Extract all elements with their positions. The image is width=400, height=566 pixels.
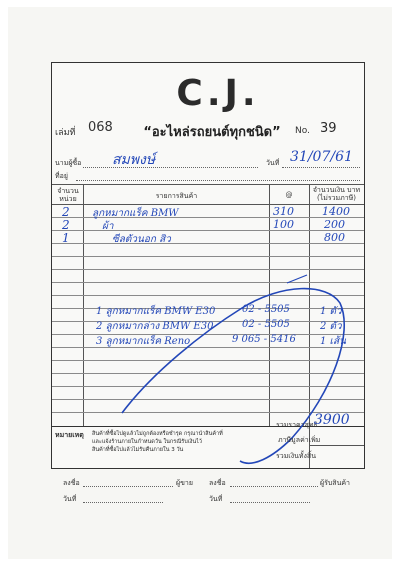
total-value: 3900 — [314, 412, 350, 428]
date-label: วันที่ — [266, 159, 280, 167]
seller-date-line — [83, 502, 163, 503]
note-line-3: 3 ลูกหมากแร็ค Reno — [96, 336, 191, 347]
col-price-header: @ — [285, 191, 293, 199]
receipt-no-value: 39 — [320, 121, 337, 136]
note-text-1: สินค้าที่ซื้อไปดูแล้วไม่ถูกต้องหรือชำรุด กรุณานำสินค้าที่ — [92, 431, 223, 437]
note-line-2-qty: 2 ตัว — [320, 321, 342, 332]
seller-sign-label: ลงชื่อ — [63, 479, 80, 487]
receipt-sheet — [8, 7, 392, 559]
note-line-3-code: 9 065 - 5416 — [232, 334, 296, 345]
shop-name: “อะไหล่รถยนต์ทุกชนิด” — [143, 125, 281, 140]
vat-label: ภาษีมูลค่าเพิ่ม — [278, 436, 321, 444]
seller-sign-line — [83, 486, 173, 487]
row-line — [52, 243, 364, 244]
receiver-sign-label: ลงชื่อ — [209, 479, 226, 487]
date-line — [282, 167, 360, 168]
note-text-2: และแจ้งร้านภายในกำหนดวัน ในกรณีรับเงินไว้ — [92, 439, 202, 445]
row-3-amount: 800 — [324, 231, 345, 244]
note-line-2-code: 02 - 5505 — [242, 319, 290, 330]
customer-name-value: สมพงษ์ — [112, 152, 156, 168]
receipt-no-label: No. — [295, 126, 310, 136]
receiver-date-line — [230, 502, 310, 503]
customer-name-label: นามผู้ซื้อ — [55, 159, 82, 167]
address-label: ที่อยู่ — [55, 172, 68, 180]
table-header-line — [52, 204, 364, 205]
note-label: หมายเหตุ — [55, 431, 84, 439]
row-1-qty: 2 — [62, 205, 70, 219]
row-1-amount: 1400 — [322, 205, 350, 218]
table-top-line — [52, 184, 364, 185]
note-line-1-qty: 1 ตัว — [320, 306, 342, 317]
date-value: 31/07/61 — [290, 149, 353, 165]
row-2-qty: 2 — [62, 218, 70, 232]
note-line-1-code: 02 - 5505 — [242, 304, 290, 315]
company-logo: C.J. — [176, 73, 260, 114]
col-amount-header: จำนวนเงิน บาท (ไม่รวมภาษี) — [312, 186, 361, 202]
row-1-item: ลูกหมากแร็ค BMW — [92, 208, 179, 219]
row-2-amount: 200 — [324, 218, 345, 231]
vat-line — [309, 445, 364, 446]
row-3-item: ซีลตัวนอก สิว — [112, 234, 171, 245]
row-line — [52, 230, 364, 231]
footer-area — [52, 426, 364, 468]
row-line — [52, 256, 364, 257]
receiver-label: ผู้รับสินค้า — [320, 479, 350, 487]
col-divider-1 — [83, 184, 84, 427]
row-1-price: 310 — [273, 205, 294, 218]
note-line-3-qty: 1 เส้น — [320, 336, 346, 347]
address-line — [76, 180, 360, 181]
book-no-label: เล่มที่ — [55, 128, 76, 138]
receipt-document — [51, 62, 365, 469]
seller-label: ผู้ขาย — [176, 479, 193, 487]
row-2-item: ผ้า — [102, 221, 114, 232]
note-text-3: สินค้าที่ซื้อไปแล้วไม่รับคืนภายใน 3 วัน — [92, 447, 184, 453]
col-item-header: รายการสินค้า — [155, 192, 198, 200]
col-qty-header: จำนวน หน่วย — [57, 187, 79, 203]
seller-date-label: วันที่ — [63, 495, 77, 503]
grand-total-label: รวมเงินทั้งสิ้น — [276, 452, 316, 460]
row-3-qty: 1 — [62, 231, 70, 245]
receiver-sign-line — [230, 486, 318, 487]
note-line-2: 2 ลูกหมากล่าง BMW E30 — [96, 321, 214, 332]
row-2-price: 100 — [273, 218, 294, 231]
receiver-date-label: วันที่ — [209, 495, 223, 503]
customer-name-line — [83, 167, 258, 168]
book-no-value: 068 — [88, 120, 113, 135]
note-line-1: 1 ลูกหมากแร็ค BMW E30 — [96, 306, 216, 317]
total-label: รวมราคาสุทธิ — [276, 421, 318, 429]
